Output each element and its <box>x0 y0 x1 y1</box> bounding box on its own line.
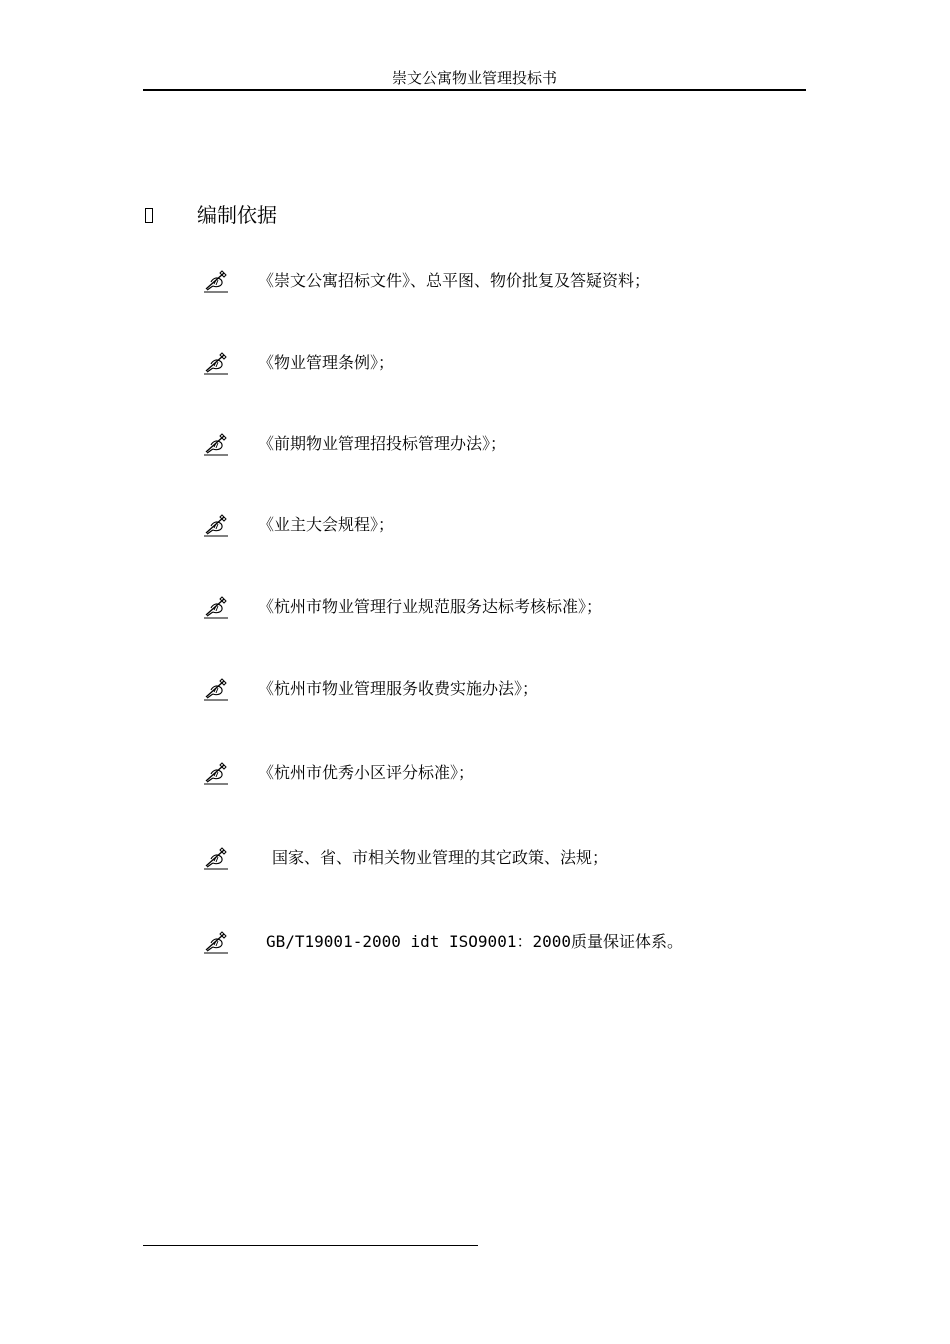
list-item <box>203 512 803 538</box>
list-item-text: 《业主大会规程》； <box>258 515 395 534</box>
list-item <box>203 676 803 702</box>
document-title: 崇文公寓物业管理投标书 <box>391 69 557 87</box>
list-item <box>203 594 803 620</box>
writing-hand-icon <box>203 676 229 702</box>
list-item <box>203 760 803 786</box>
writing-hand-icon <box>203 350 229 376</box>
list-item-text: GB/T19001-2000 idt ISO9001：2000质量保证体系。 <box>266 932 683 951</box>
square-bullet-icon <box>145 208 153 223</box>
writing-hand-icon <box>203 845 229 871</box>
list-item <box>203 845 803 871</box>
section-heading <box>143 201 277 229</box>
list-item <box>203 431 803 457</box>
page-header <box>143 68 806 91</box>
footnote-separator <box>143 1245 478 1246</box>
writing-hand-icon <box>203 760 229 786</box>
writing-hand-icon <box>203 431 229 457</box>
list-item-text: 国家、省、市相关物业管理的其它政策、法规； <box>272 848 609 867</box>
list-item-text: 《杭州市物业管理行业规范服务达标考核标准》； <box>258 597 603 616</box>
list-item <box>203 268 803 294</box>
list-item-text: 《前期物业管理招投标管理办法》； <box>258 434 507 453</box>
section-heading-text: 编制依据 <box>197 203 277 227</box>
list-item-text: 《物业管理条例》； <box>258 353 395 372</box>
list-item <box>203 929 803 955</box>
writing-hand-icon <box>203 268 229 294</box>
writing-hand-icon <box>203 594 229 620</box>
list-item <box>203 350 803 376</box>
list-item-text: 《崇文公寓招标文件》、总平图、物价批复及答疑资料； <box>258 271 651 290</box>
writing-hand-icon <box>203 929 229 955</box>
list-item-text: 《杭州市优秀小区评分标准》； <box>258 763 475 782</box>
list-item-text: 《杭州市物业管理服务收费实施办法》； <box>258 679 539 698</box>
writing-hand-icon <box>203 512 229 538</box>
